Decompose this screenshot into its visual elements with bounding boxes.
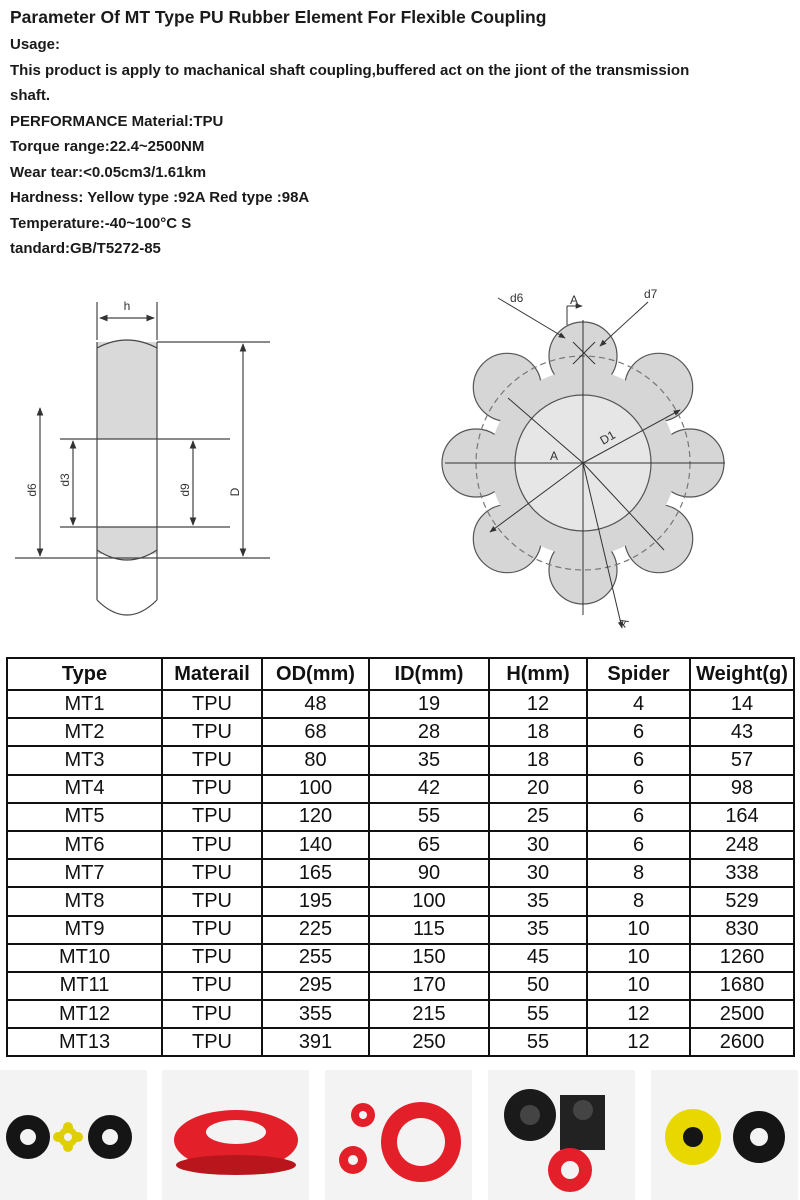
table-cell: MT5 — [7, 803, 162, 831]
table-cell: 8 — [587, 859, 690, 887]
table-cell: TPU — [162, 690, 262, 718]
table-cell: 6 — [587, 803, 690, 831]
table-cell: 255 — [262, 944, 369, 972]
table-cell: MT12 — [7, 1000, 162, 1028]
table-row — [7, 1028, 794, 1056]
table-cell: MT4 — [7, 775, 162, 803]
table-cell: MT9 — [7, 916, 162, 944]
table-cell: 10 — [587, 944, 690, 972]
standard: tandard:GB/T5272-85 — [10, 240, 161, 257]
header-id: ID(mm) — [369, 658, 489, 690]
thumbnail-red-spiders-group[interactable] — [325, 1070, 472, 1200]
table-cell: 195 — [262, 887, 369, 915]
table-cell: TPU — [162, 859, 262, 887]
table-cell: 80 — [262, 746, 369, 774]
yellow-spider-photo-icon — [651, 1070, 798, 1200]
table-cell: 25 — [489, 803, 587, 831]
label-d6-front: d6 — [510, 291, 524, 305]
table-cell: 35 — [369, 746, 489, 774]
table-cell: 35 — [489, 916, 587, 944]
table-cell: 250 — [369, 1028, 489, 1056]
usage-label: Usage: — [10, 36, 61, 53]
table-cell: 18 — [489, 718, 587, 746]
label-D: D — [228, 487, 242, 497]
coupling-photo-icon — [0, 1070, 147, 1200]
table-cell: 6 — [587, 718, 690, 746]
table-cell: TPU — [162, 944, 262, 972]
table-header-row — [7, 658, 794, 690]
table-cell: 8 — [587, 887, 690, 915]
table-row — [7, 944, 794, 972]
table-cell: 55 — [489, 1000, 587, 1028]
table-cell: 355 — [262, 1000, 369, 1028]
header-type: Type — [7, 658, 162, 690]
table-cell: 48 — [262, 690, 369, 718]
table-cell: 4 — [587, 690, 690, 718]
usage-text-line-2: shaft. — [10, 87, 51, 104]
table-cell: 100 — [262, 775, 369, 803]
table-cell: 90 — [369, 859, 489, 887]
table-row — [7, 972, 794, 1000]
table-cell: 6 — [587, 775, 690, 803]
table-cell: MT11 — [7, 972, 162, 1000]
table-cell: 55 — [369, 803, 489, 831]
header-od: OD(mm) — [262, 658, 369, 690]
table-cell: 1260 — [690, 944, 794, 972]
header-spider: Spider — [587, 658, 690, 690]
label-d6-side: d6 — [25, 483, 39, 497]
table-cell: 529 — [690, 887, 794, 915]
table-cell: MT8 — [7, 887, 162, 915]
table-cell: 68 — [262, 718, 369, 746]
table-row — [7, 887, 794, 915]
table-row — [7, 746, 794, 774]
table-cell: 830 — [690, 916, 794, 944]
table-cell: TPU — [162, 887, 262, 915]
thumbnail-black-hubs-yellow-spider[interactable] — [0, 1070, 147, 1200]
table-cell: 12 — [587, 1000, 690, 1028]
table-row — [7, 859, 794, 887]
table-cell: 150 — [369, 944, 489, 972]
table-cell: TPU — [162, 1000, 262, 1028]
side-view-drawing — [15, 302, 270, 615]
table-cell: 18 — [489, 746, 587, 774]
table-cell: 55 — [489, 1028, 587, 1056]
table-cell: TPU — [162, 972, 262, 1000]
table-cell: 295 — [262, 972, 369, 1000]
table-cell: 170 — [369, 972, 489, 1000]
table-row — [7, 831, 794, 859]
table-cell: 43 — [690, 718, 794, 746]
usage-text-line-1: This product is apply to machanical shaft coupling,buffered act on the jiont of the transmission — [10, 61, 690, 79]
table-cell: 6 — [587, 746, 690, 774]
table-cell: 115 — [369, 916, 489, 944]
table-cell: TPU — [162, 916, 262, 944]
header-weight: Weight(g) — [690, 658, 794, 690]
table-cell: TPU — [162, 718, 262, 746]
header-material: Materail — [162, 658, 262, 690]
table-row — [7, 803, 794, 831]
table-cell: 98 — [690, 775, 794, 803]
hardness: Hardness: Yellow type :92A Red type :98A — [10, 189, 310, 206]
table-cell: 57 — [690, 746, 794, 774]
table-cell: 165 — [262, 859, 369, 887]
table-row — [7, 690, 794, 718]
spec-table — [6, 657, 795, 1057]
table-cell: 10 — [587, 972, 690, 1000]
table-cell: MT10 — [7, 944, 162, 972]
table-cell: 20 — [489, 775, 587, 803]
table-cell: 30 — [489, 859, 587, 887]
technical-drawings — [0, 280, 800, 650]
table-cell: MT2 — [7, 718, 162, 746]
table-cell: 164 — [690, 803, 794, 831]
label-D1: D1 — [597, 427, 618, 448]
table-cell: TPU — [162, 746, 262, 774]
jaw-hubs-photo-icon — [488, 1070, 635, 1200]
table-cell: 120 — [262, 803, 369, 831]
table-row — [7, 916, 794, 944]
table-cell: TPU — [162, 1028, 262, 1056]
label-A-bottom: A — [615, 615, 632, 630]
table-cell: 1680 — [690, 972, 794, 1000]
table-cell: 28 — [369, 718, 489, 746]
label-d9: d9 — [178, 483, 192, 497]
header-h: H(mm) — [489, 658, 587, 690]
table-cell: 2500 — [690, 1000, 794, 1028]
table-cell: 248 — [690, 831, 794, 859]
table-cell: 100 — [369, 887, 489, 915]
spec-text-block — [10, 2, 795, 262]
table-cell: 35 — [489, 887, 587, 915]
label-d7: d7 — [644, 287, 658, 301]
table-cell: MT13 — [7, 1028, 162, 1056]
table-cell: 10 — [587, 916, 690, 944]
table-cell: 14 — [690, 690, 794, 718]
table-cell: 42 — [369, 775, 489, 803]
label-A-top: A — [570, 293, 579, 307]
table-cell: TPU — [162, 803, 262, 831]
table-cell: 12 — [489, 690, 587, 718]
table-cell: 30 — [489, 831, 587, 859]
table-row — [7, 1000, 794, 1028]
front-view-drawing — [442, 298, 725, 628]
table-cell: 391 — [262, 1028, 369, 1056]
table-cell: 2600 — [690, 1028, 794, 1056]
temperature: Temperature:-40~100°C S — [10, 214, 192, 232]
table-cell: 338 — [690, 859, 794, 887]
table-cell: TPU — [162, 831, 262, 859]
table-cell: 140 — [262, 831, 369, 859]
table-cell: 12 — [587, 1028, 690, 1056]
page-title: Parameter Of MT Type PU Rubber Element For Flexible Coupling — [10, 7, 547, 27]
label-h: h — [123, 299, 131, 313]
performance-material: PERFORMANCE Material:TPU — [10, 112, 224, 130]
table-cell: MT3 — [7, 746, 162, 774]
table-cell: MT6 — [7, 831, 162, 859]
red-spider-photo-icon — [162, 1070, 309, 1200]
table-cell: MT1 — [7, 690, 162, 718]
table-row — [7, 718, 794, 746]
table-cell: 225 — [262, 916, 369, 944]
table-cell: 6 — [587, 831, 690, 859]
label-A-center: A — [550, 449, 559, 463]
table-row — [7, 775, 794, 803]
table-cell: 65 — [369, 831, 489, 859]
torque-range: Torque range:22.4~2500NM — [10, 138, 205, 155]
thumbnail-black-jaw-hubs-red-spider[interactable] — [488, 1070, 635, 1200]
product-thumbnails — [0, 1070, 800, 1200]
thumbnail-red-spider-large[interactable] — [162, 1070, 309, 1200]
table-cell: 19 — [369, 690, 489, 718]
red-spiders-photo-icon — [325, 1070, 472, 1200]
table-cell: TPU — [162, 775, 262, 803]
label-d3: d3 — [58, 473, 72, 487]
table-cell: 50 — [489, 972, 587, 1000]
wear-tear: Wear tear:<0.05cm3/1.61km — [10, 163, 207, 181]
table-cell: 45 — [489, 944, 587, 972]
table-cell: 215 — [369, 1000, 489, 1028]
thumbnail-yellow-spider-black-hub[interactable] — [651, 1070, 798, 1200]
table-cell: MT7 — [7, 859, 162, 887]
